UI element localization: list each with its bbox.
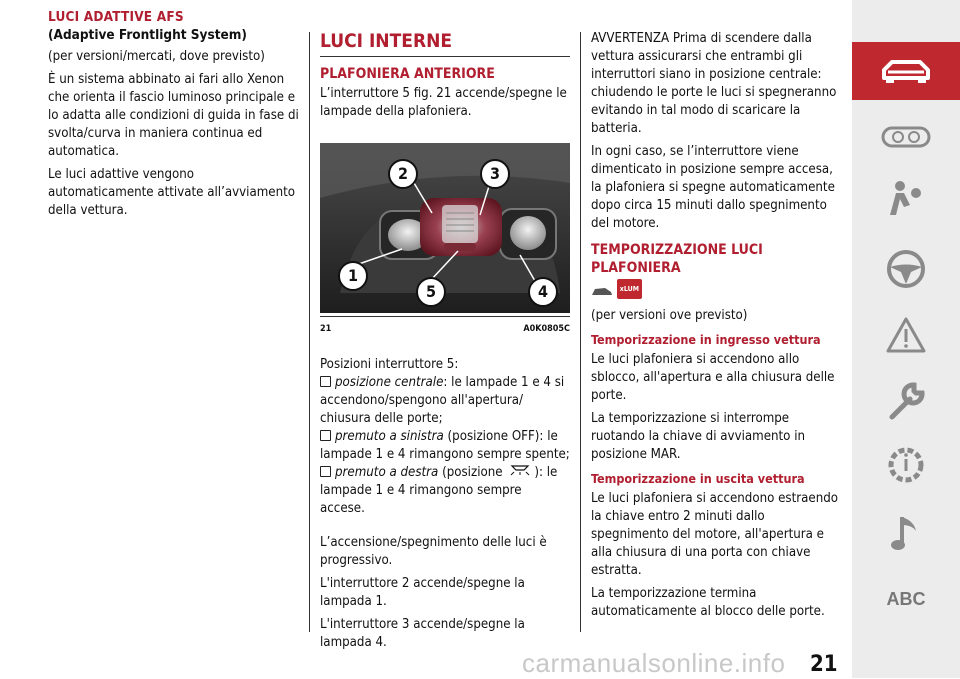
front-dome-light-intro: L’interruttore 5 fig. 21 accende/spegne le lampade della plafoniera. bbox=[320, 86, 567, 119]
switch-positions-title: Posizioni interruttore 5: bbox=[320, 357, 459, 372]
column-divider-left bbox=[309, 32, 310, 632]
feature-icons bbox=[591, 279, 843, 303]
dashboard-icon bbox=[881, 125, 931, 149]
afs-versions: (per versioni/mercati, dove previsto) bbox=[48, 49, 265, 64]
callout-3: 3 bbox=[480, 159, 510, 189]
figure-number: 21 bbox=[320, 324, 332, 334]
entry-timing-p2: La temporizzazione si interrompe ruotando la chiave di avviamento in posizione MAR. bbox=[591, 411, 806, 462]
front-dome-light-heading: PLAFONIERA ANTERIORE bbox=[320, 66, 495, 82]
chapter-maintenance[interactable] bbox=[852, 372, 960, 430]
index-abc-label: ABC bbox=[886, 588, 926, 609]
checkbox-bullet-icon bbox=[320, 430, 331, 441]
column-afs bbox=[48, 8, 300, 225]
wrench-icon bbox=[884, 379, 928, 423]
switch-2-description: L'interruttore 2 accende/spegne la lampada 1. bbox=[320, 576, 525, 609]
music-icon bbox=[888, 511, 924, 555]
afs-subtitle: (Adaptive Frontlight System) bbox=[48, 27, 247, 43]
column-divider-right bbox=[580, 32, 581, 632]
chapter-multimedia[interactable] bbox=[852, 504, 960, 562]
afs-title: LUCI ADATTIVE AFS bbox=[48, 9, 184, 25]
switch-3-description: L'interruttore 3 accende/spegne la lampada 4. bbox=[320, 617, 525, 650]
exit-timing-p2: La temporizzazione termina automaticamente al blocco delle porte. bbox=[591, 586, 825, 619]
chapter-driving[interactable] bbox=[852, 240, 960, 298]
figure-code: A0K0805C bbox=[523, 324, 570, 334]
warning-icon bbox=[885, 316, 927, 354]
afs-description: È un sistema abbinato ai fari allo Xenon che orienta il fascio luminoso principale e lo adatta alle condizioni di guida in fase di svolta/curva in maniera continua ed automatica. bbox=[48, 72, 299, 159]
chapter-index[interactable] bbox=[852, 570, 960, 628]
column-timing bbox=[591, 30, 843, 626]
steering-wheel-icon bbox=[885, 248, 927, 290]
chapter-emergency[interactable] bbox=[852, 306, 960, 364]
entry-timing-p1: Le luci plafoniera si accendono allo sblocco, all'apertura e alla chiusura delle porte. bbox=[591, 352, 835, 403]
timing-versions: (per versioni ove previsto) bbox=[591, 308, 748, 323]
gear-info-icon bbox=[884, 443, 928, 487]
callout-1: 1 bbox=[338, 261, 368, 291]
car-silhouette-icon bbox=[591, 285, 613, 297]
heading-rule bbox=[320, 56, 570, 57]
watermark: carmanualsonline.info bbox=[522, 648, 786, 678]
figure-caption bbox=[320, 316, 570, 338]
exit-timing-p1: Le luci plafoniera si accendono estraendo la chiave entro 2 minuti dallo spegnimento del motore, all'apertura e alla chiusura di una porta con chiave estratta. bbox=[591, 491, 839, 578]
page-number: 21 bbox=[810, 652, 838, 677]
callout-5: 5 bbox=[416, 277, 446, 307]
warning-text: AVVERTENZA Prima di scendere dalla vettura assicurarsi che entrambi gli interruttori siano in posizione centrale: chiudendo le porte le luci si spegneranno evitando in tal modo di scaricare la batteria. bbox=[591, 31, 837, 136]
entry-timing-heading: Temporizzazione in ingresso vettura bbox=[591, 332, 821, 347]
exit-timing-heading: Temporizzazione in uscita vettura bbox=[591, 471, 805, 486]
column-interior-lights bbox=[320, 8, 570, 657]
afs-activation: Le luci adattive vengono automaticamente attivate all’avviamento della vettura. bbox=[48, 167, 296, 218]
dome-light-symbol-icon bbox=[506, 464, 534, 476]
progressive-lighting: L’accensione/spegnimento delle luci è progressivo. bbox=[320, 535, 547, 568]
checkbox-bullet-icon bbox=[320, 376, 331, 387]
timing-heading: TEMPORIZZAZIONE LUCI PLAFONIERA bbox=[591, 242, 763, 276]
switch-position-center: posizione centrale: le lampade 1 e 4 si accendono/spengono all'apertura/ chiusura delle porte; bbox=[320, 375, 565, 426]
dome-light-photo bbox=[320, 143, 570, 313]
switch-position-right: premuto a destra (posizione ): le lampade 1 e 4 rimangono sempre accese. bbox=[320, 465, 558, 516]
chapter-dashboard[interactable] bbox=[852, 108, 960, 166]
chapter-car[interactable] bbox=[852, 42, 960, 100]
chapter-sidebar bbox=[852, 0, 960, 678]
callout-4: 4 bbox=[528, 277, 558, 307]
interior-lights-heading: LUCI INTERNE bbox=[320, 30, 453, 52]
switch-position-left: premuto a sinistra (posizione OFF): le lampade 1 e 4 rimangono sempre spente; bbox=[320, 429, 570, 462]
safety-icon bbox=[886, 179, 926, 219]
checkbox-bullet-icon bbox=[320, 466, 331, 477]
auto-off-text: In ogni caso, se l’interruttore viene dimenticato in posizione sempre accesa, la plafoniera si spegne automaticamente dopo circa 15 minuti dallo spegnimento del motore. bbox=[591, 144, 835, 231]
chapter-technical-data[interactable] bbox=[852, 436, 960, 494]
lum-badge: xLUM bbox=[617, 279, 642, 299]
car-icon bbox=[878, 56, 934, 86]
chapter-safety[interactable] bbox=[852, 170, 960, 228]
callout-2: 2 bbox=[388, 159, 418, 189]
